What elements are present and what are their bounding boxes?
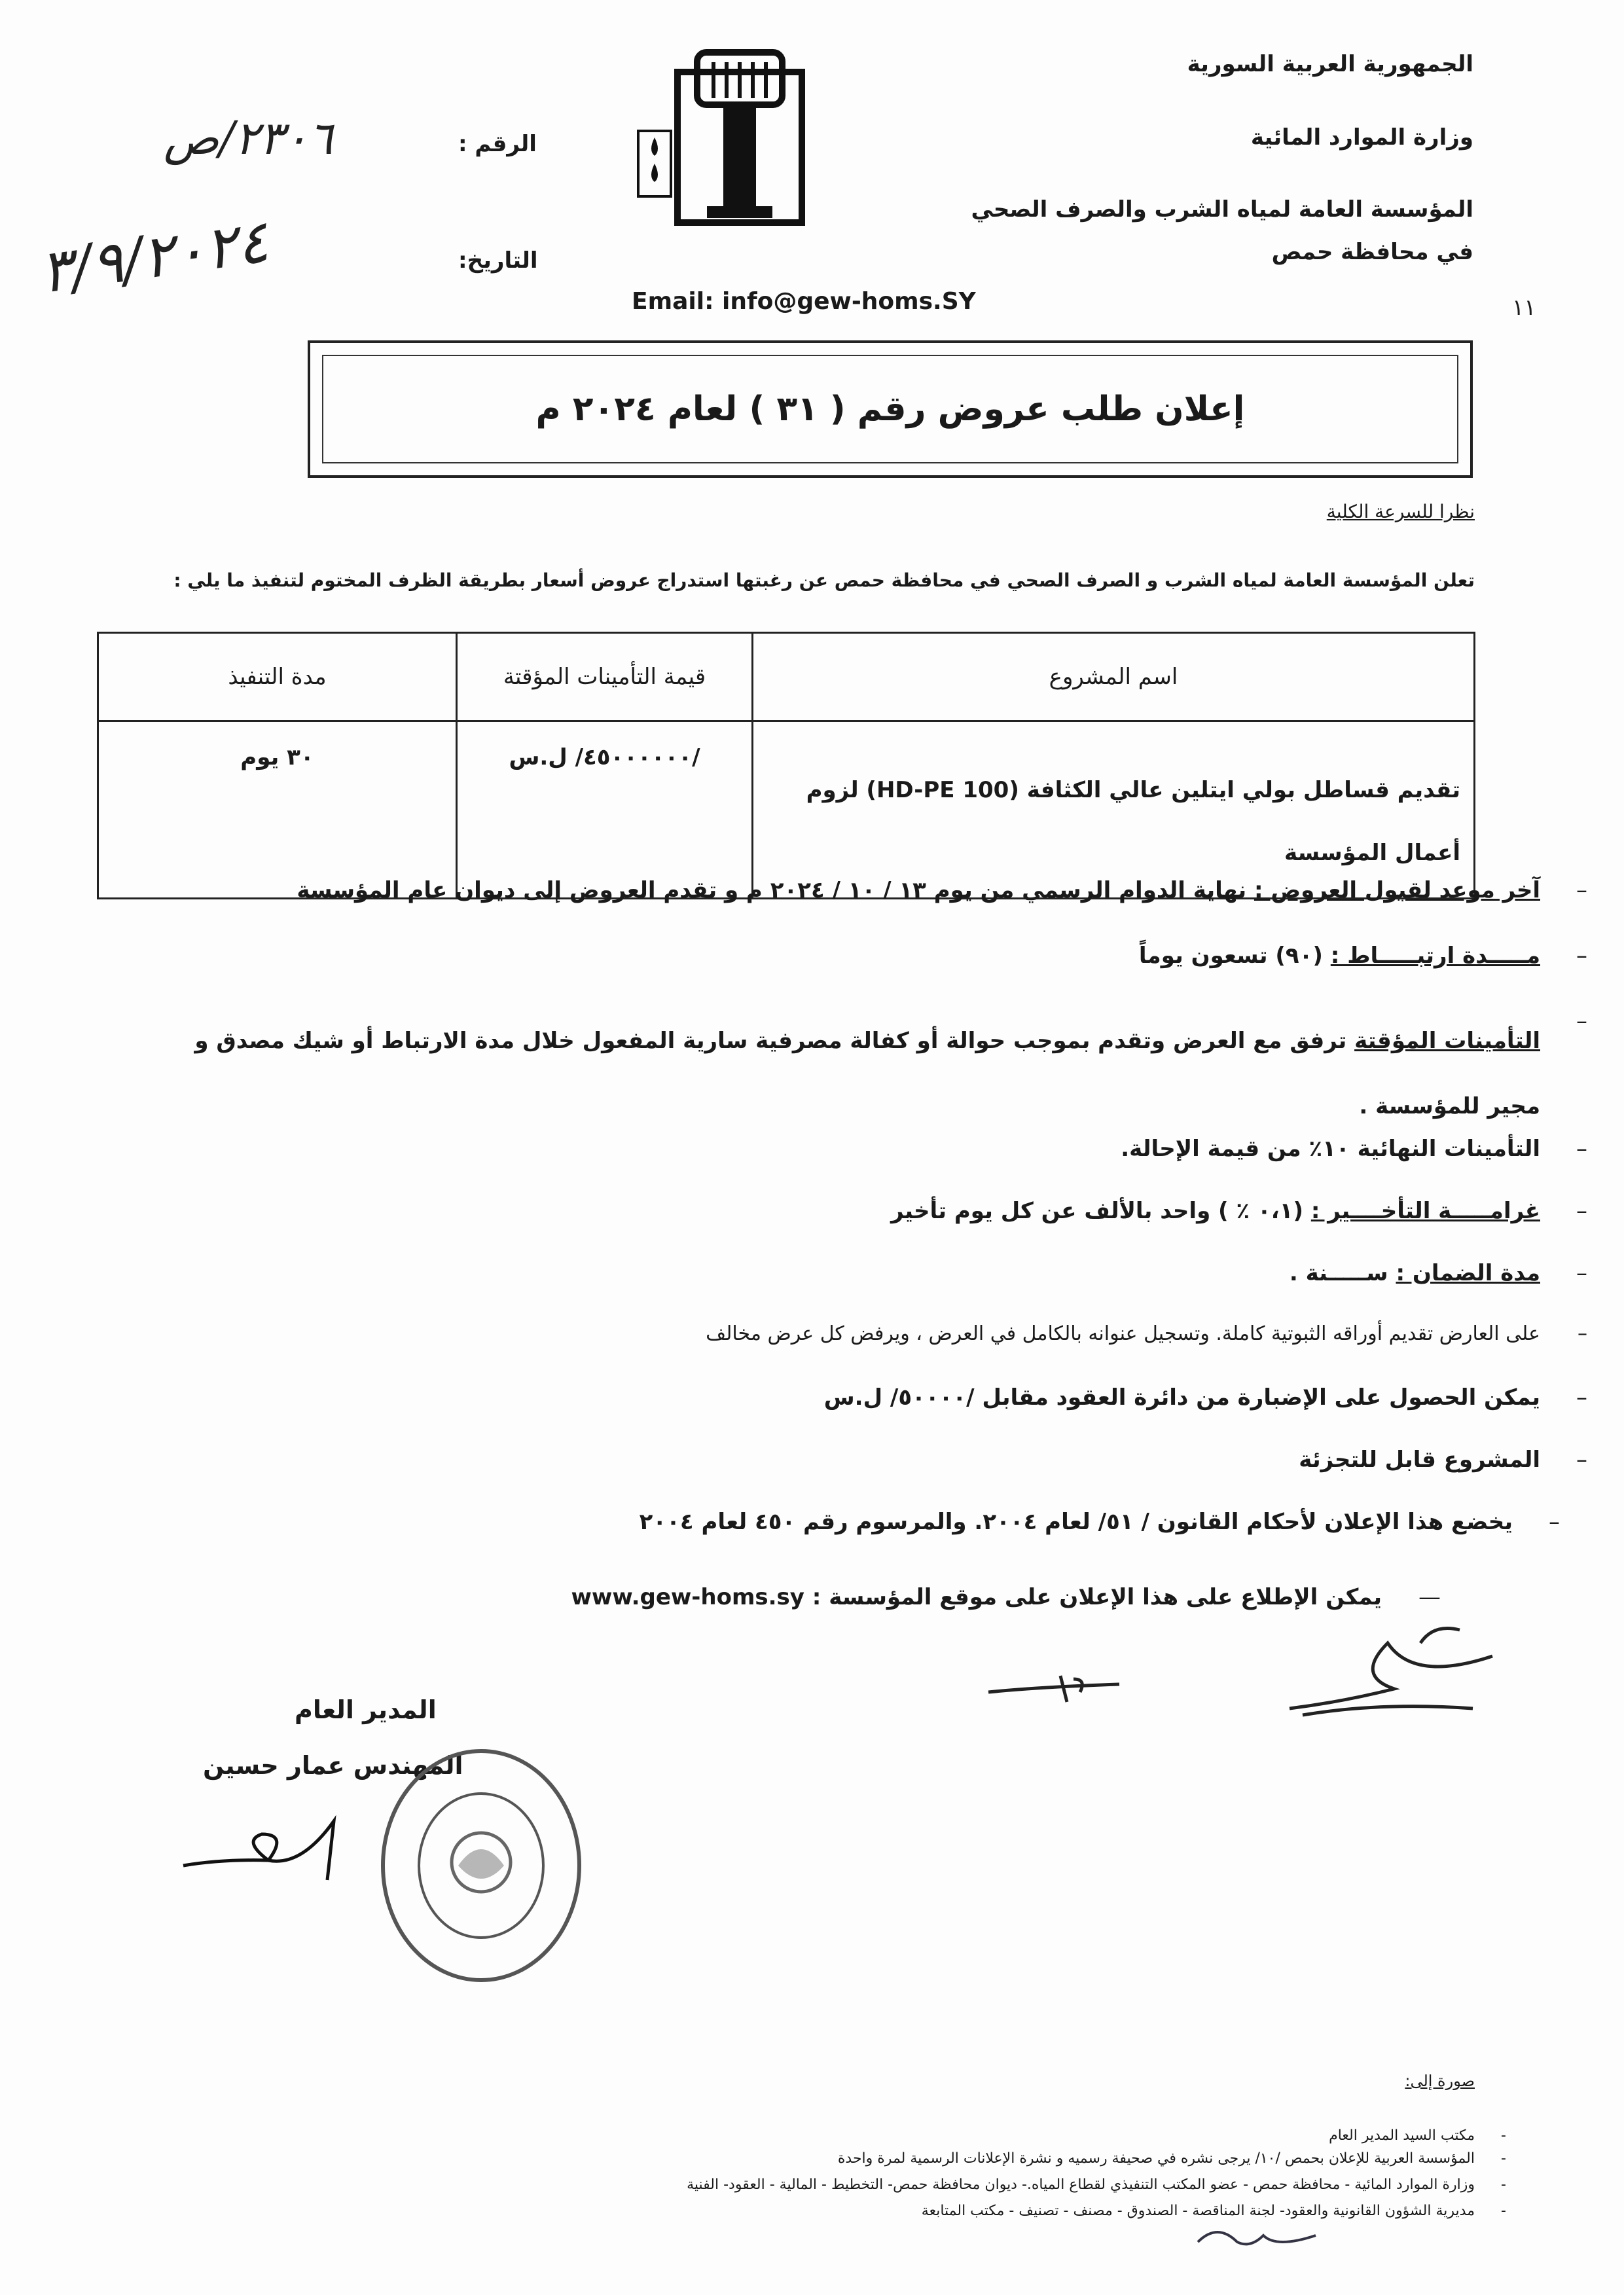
list-item [132, 1509, 1560, 1535]
intro-paragraph: تعلن المؤسسة العامة لمياه الشرب و الصرف الصحي في محافظة حمص عن رغبتها استدراج عروض أسعار بطريقة الظرف المختوم لتنفيذ ما يلي : [173, 569, 1475, 591]
announcement-title: إعلان طلب عروض رقم ( ٣١ ) لعام ٢٠٢٤ م [535, 389, 1245, 429]
bullet-dash: - [1501, 2150, 1506, 2167]
ministry-name: وزارة الموارد المائية [1250, 124, 1473, 151]
list-item [159, 1136, 1587, 1162]
bullet-dash: – [1576, 943, 1587, 969]
bullet-dash: – [1578, 1322, 1587, 1345]
margin-mark: ١١ [1512, 295, 1536, 321]
number-label: الرقم : [458, 131, 537, 157]
date-label: التاريخ: [458, 247, 538, 274]
bullet-dash: – [1549, 1509, 1560, 1535]
list-item [159, 1447, 1587, 1473]
country-name: الجمهورية العربية السورية [1187, 51, 1473, 77]
bullet-dash: – [1576, 1384, 1587, 1411]
table-row [98, 721, 1475, 899]
bullet-text: نهاية الدوام الرسمي من يوم ١٣ / ١٠ / ٢٠٢٤ م و تقدم العروض إلى ديوان عام المؤسسة [297, 877, 1254, 903]
official-stamp [373, 1741, 589, 1990]
project-name-cell: تقديم قساطل بولي ايتلين عالي الكثافة (HD-PE 100) لزوم أعمال المؤسسة [752, 721, 1474, 899]
bullet-dash: – [1576, 1260, 1587, 1286]
initials-scribble [1191, 2216, 1322, 2264]
bullet-label: آخر موعد لقبول العروض : [1254, 877, 1540, 903]
organization-logo [632, 39, 841, 236]
table-header: اسم المشروع [752, 633, 1474, 721]
bullet-dash: – [1576, 877, 1587, 903]
deposit-cell: /٤٥٠٠٠٠٠٠/ ل.س [456, 721, 752, 899]
list-item [159, 877, 1587, 903]
bullet-dash: – [1576, 1136, 1587, 1162]
handwritten-date: ٣/٩/٢٠٢٤ [35, 207, 273, 307]
signature-scribble [1276, 1617, 1512, 1737]
bullet-dash: - [1501, 2203, 1506, 2219]
list-item [159, 943, 1587, 969]
list-item [159, 1322, 1587, 1345]
bullet-text: ســـــنة . [1289, 1260, 1396, 1286]
bullet-text: يمكن الإطلاع على هذا الإعلان على موقع المؤسسة : www.gew-homs.sy [571, 1584, 1382, 1610]
list-item [159, 1384, 1587, 1411]
table-header-row [98, 633, 1475, 721]
bullet-label: مـــــدة ارتبـــــاط : [1330, 943, 1540, 969]
bullet-text: يخضع هذا الإعلان لأحكام القانون / ٥١/ لعام ٢٠٠٤. والمرسوم رقم ٤٥٠ لعام ٢٠٠٤ [639, 1509, 1513, 1535]
signature-scribble [982, 1663, 1132, 1718]
list-item [100, 2177, 1506, 2193]
table-header: مدة التنفيذ [98, 633, 457, 721]
bullet-dash: – [1576, 1447, 1587, 1473]
bullet-dash: — [1418, 1584, 1441, 1610]
urgency-note: نظرا للسرعة الكلية [1326, 501, 1475, 522]
table-header: قيمة التأمينات المؤقتة [456, 633, 752, 721]
bullet-text: على العارض تقديم أوراقه الثبوتية كاملة. وتسجيل عنوانه بالكامل في العرض ، ويرفض كل عرض مخالف [706, 1322, 1540, 1345]
bullet-dash: - [1501, 2127, 1506, 2144]
bullet-text: التأمينات النهائية ١٠٪ من قيمة الإحالة. [1121, 1136, 1540, 1162]
director-name: المهندس عمار حسين [203, 1751, 463, 1780]
list-item [100, 2150, 1506, 2167]
director-signature [177, 1813, 347, 1894]
list-item [159, 1198, 1587, 1224]
organization-name: المؤسسة العامة لمياه الشرب والصرف الصحي [971, 196, 1473, 223]
bullet-dash: – [1576, 1198, 1587, 1224]
bullet-dash: - [1501, 2177, 1506, 2193]
bullet-label: غرامـــــة التأخــــير : [1310, 1198, 1540, 1224]
duration-cell: ٣٠ يوم [98, 721, 457, 899]
handwritten-number: ٢٣٠٦/ص [164, 111, 333, 165]
governorate-name: في محافظة حمص [1271, 239, 1473, 265]
list-item [204, 1584, 1441, 1610]
cc-item: مكتب السيد المدير العام [1329, 2127, 1475, 2144]
director-title: المدير العام [295, 1695, 437, 1724]
list-item [100, 2127, 1506, 2144]
bullet-label: التأمينات المؤقتة [1354, 1028, 1540, 1054]
list-item [159, 1260, 1587, 1286]
bullet-dash: – [1576, 1008, 1587, 1034]
bullet-label: مدة الضمان : [1396, 1260, 1540, 1286]
project-table [97, 632, 1475, 899]
bullet-text: (٩٠) تسعون يوماً [1138, 943, 1331, 969]
cc-item: وزارة الموارد المائية - محافظة حمص - عضو المكتب التنفيذي لقطاع المياه.- ديوان محافظة حمص- التخطيط - المالية - العقود- الفنية [687, 2177, 1475, 2193]
cc-heading: صورة إلى: [1405, 2072, 1475, 2090]
bullet-text: المشروع قابل للتجزئة [1299, 1447, 1540, 1473]
email-address: Email: info@gew-homs.SY [632, 288, 976, 315]
announcement-title-box [308, 340, 1473, 478]
bullet-text: (٠،١ ٪ ) واحد بالألف عن كل يوم تأخير [890, 1198, 1311, 1224]
bullet-text: يمكن الحصول على الإضبارة من دائرة العقود مقابل /٥٠٠٠٠/ ل.س [823, 1384, 1540, 1411]
bullet-text: ترفق مع العرض وتقدم بموجب حوالة أو كفالة مصرفية سارية المفعول خلال مدة الارتباط أو شيك مصدق و مجير للمؤسسة . [194, 1028, 1540, 1119]
cc-item: مديرية الشؤون القانونية والعقود- لجنة المناقصة - الصندوق - مصنف - تصنيف - مكتب المتابعة [921, 2203, 1475, 2219]
list-item [159, 1008, 1587, 1139]
cc-item: المؤسسة العربية للإعلان بحمص /١٠/ يرجى نشره في صحيفة رسميه و نشرة الإعلانات الرسمية لمرة واحدة [837, 2150, 1475, 2167]
